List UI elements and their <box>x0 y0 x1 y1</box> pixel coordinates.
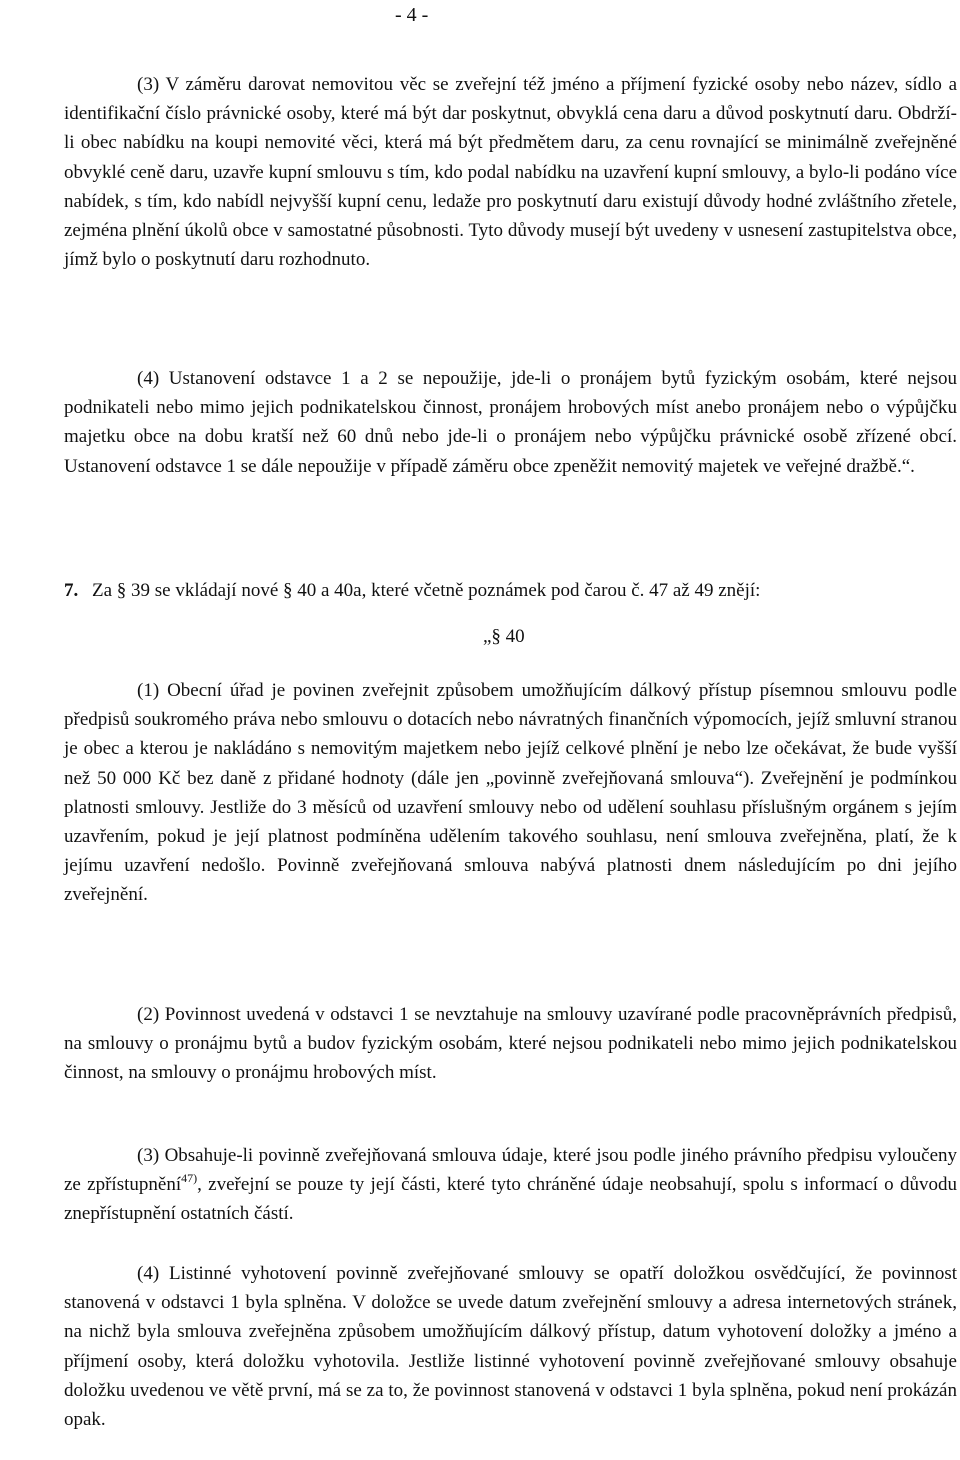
paragraph-3-text-start: (3) Obsahuje-li povinně zveřejňovaná smlouva údaje, které jsou podle jiného právního předpisu vyloučeny ze zpřístupnění <box>64 1145 957 1196</box>
section-paragraph-3 <box>64 1141 957 1229</box>
section-paragraph-1: (1) Obecní úřad je povinen zveřejnit způsobem umožňujícím dálkový přístup písemnou smlouvu podle předpisů soukromého práva nebo smlouvu o dotacích nebo návratných finančních výpomocích, jejíž smluvní stranou je obec a kterou je nakládáno s nemovitým majetkem nebo jejíž celkové plnění je nebo lze očekávat, že bude vyšší než 50 000 Kč bez daně z přidané hodnoty (dále jen „povinně zveřejňovaná smlouva“). Zveřejnění je podmínkou platnosti smlouvy. Jestliže do 3 měsíců od uzavření smlouvy nebo od udělení souhlasu příslušným orgánem s jejím uzavřením, pokud je její platnost podmíněna udělením takového souhlasu, není smlouva zveřejněna, platí, že k jejímu uzavření nedošlo. Povinně zveřejňovaná smlouva nabývá platnosti dnem následujícím po dni jejího zveřejnění. <box>64 680 957 906</box>
section-heading: „§ 40 <box>483 626 525 647</box>
page-number: - 4 - <box>395 4 429 26</box>
item-text: Za § 39 se vkládají nové § 40 a 40a, které včetně poznámek pod čarou č. 47 až 49 znějí: <box>92 580 761 601</box>
paragraph-4-exceptions: (4) Ustanovení odstavce 1 a 2 se nepoužije, jde-li o pronájem bytů fyzickým osobám, které nejsou podnikateli nebo mimo jejich podnikatelskou činnost, pronájem hrobových míst anebo pronájem nebo o výpůjčku majetku obce na dobu kratší než 60 dnů nebo jde-li o pronájem nebo výpůjčku právnické osobě zřízené obcí. Ustanovení odstavce 1 se dále nepoužije v případě záměru obce zpeněžit nemovitý majetek ve veřejné dražbě.“. <box>64 368 957 477</box>
amendment-item-7 <box>64 576 957 605</box>
section-paragraph-4: (4) Listinné vyhotovení povinně zveřejňované smlouvy se opatří doložkou osvědčující, že povinnost stanovená v odstavci 1 byla splněna. V doložce se uvede datum zveřejnění smlouvy a adresa internetových stránek, na nichž byla smlouva zveřejněna způsobem umožňujícím dálkový přístup, datum vyhotovení doložky a jméno a příjmení osoby, která doložku vyhotovila. Jestliže listinné vyhotovení povinně zveřejňované smlouvy obsahuje doložku uvedenou ve větě první, má se za to, že povinnost stanovená v odstavci 1 byla splněna, pokud není prokázán opak. <box>64 1263 957 1431</box>
footnote-reference: 47) <box>181 1171 198 1186</box>
item-number: 7. <box>64 580 79 601</box>
paragraph-3-donation-intent: (3) V záměru darovat nemovitou věc se zveřejní též jméno a příjmení fyzické osoby nebo název, sídlo a identifikační číslo právnické osoby, které má být dar poskytnut, obvyklá cena daru a důvod poskytnutí daru. Obdrží-li obec nabídku na koupi nemovité věci, která má být předmětem daru, za cenu rovnající se minimálně zveřejněné obvyklé ceně daru, uzavře kupní smlouvu s tím, kdo podal nabídku na uzavření kupní smlouvy, a bylo-li podáno více nabídek, s tím, kdo nabídl nejvyšší kupní cenu, ledaže pro poskytnutí daru existují důvody hodné zvláštního zřetele, zejména plnění úkolů obce v samostatné působnosti. Tyto důvody musejí být uvedeny v usnesení zastupitelstva obce, jímž bylo o poskytnutí daru rozhodnuto. <box>64 74 957 271</box>
paragraph-3-text-end: , zveřejní se pouze ty její části, které tyto chráněné údaje neobsahují, spolu s informací o důvodu znepřístupnění ostatních částí. <box>64 1174 957 1225</box>
section-paragraph-2: (2) Povinnost uvedená v odstavci 1 se nevztahuje na smlouvy uzavírané podle pracovněprávních předpisů, na smlouvy o pronájmu bytů a budov fyzickým osobám, které nejsou podnikateli nebo mimo jejich podnikatelskou činnost, na smlouvy o pronájmu hrobových míst. <box>64 1004 957 1084</box>
